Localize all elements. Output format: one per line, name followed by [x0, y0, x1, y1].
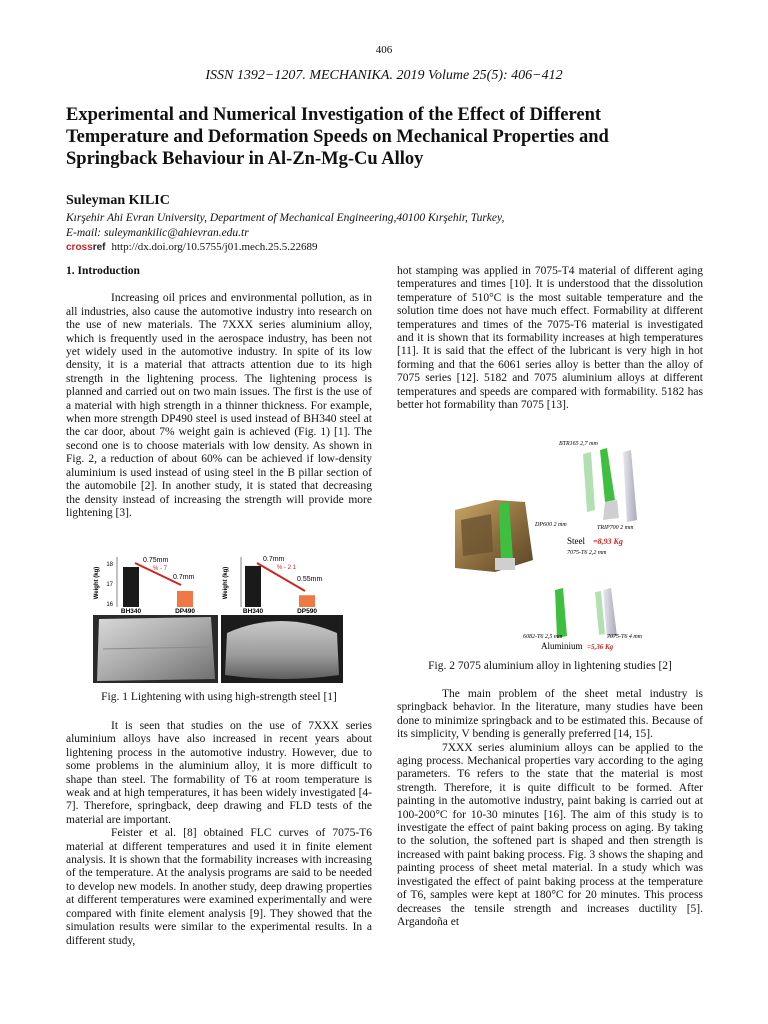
- crossref-logo: [66, 242, 105, 253]
- fig1-left-ytick-2: 16: [106, 602, 113, 608]
- fig2-label-btr: BTR165 2,7 mm: [559, 441, 598, 447]
- fig1-left-label-top: 0.75mm: [143, 557, 169, 564]
- journal-citation: ISSN 1392−1207. MECHANIKA. 2019 Volume 25(5): 406−412: [205, 68, 563, 83]
- author-name: Suleyman KILIC: [66, 193, 170, 208]
- aluminium-part-silver: [603, 588, 617, 638]
- fig1-right-change: % - 2 1: [277, 565, 297, 571]
- fig1-left-ytick-0: 18: [106, 562, 113, 568]
- fig2-label-steel: Steel: [567, 536, 585, 546]
- crossref-logo-ref: ref: [92, 241, 106, 253]
- fig1-right-cat-1: DP590: [297, 608, 317, 615]
- paper-title: [66, 104, 706, 170]
- fig1-left-label-bottom: 0.7mm: [173, 574, 195, 581]
- fig1-left-change: % - 7: [153, 566, 168, 572]
- fig2-label-t6-top: 7075-T6 2,2 mm: [567, 550, 607, 556]
- fig2-label-steel-weight: =8,93 Kg: [593, 537, 623, 546]
- intro-paragraph-3: Feister et al. [8] obtained FLC curves of 7075-T6 material at different temperatures and used it in finite element analysis. It is shown that the formability increases with increasing of the temperature. At the analysis programs are said to be needed to develop new models. In another study, deep drawing properties at different temperatures were examined experimentally and were compared with finite element analysis [9]. They showed that the simulation results were similar to the experimental results. In a different study,: [66, 827, 372, 947]
- doi-link[interactable]: http://dx.doi.org/10.5755/j01.mech.25.5.22689: [111, 241, 318, 253]
- fig1-left-cat-1: DP490: [175, 608, 195, 615]
- figure-1-caption: Fig. 1 Lightening with using high-strength steel [1]: [101, 691, 337, 703]
- figure-2-graphic: [455, 440, 655, 655]
- right-paragraph-2: The main problem of the sheet metal industry is springback behavior. In the literature, many studies have been done to minimize springback and to be estimated this. Because of its simplicity, V bending is generally preferred [14, 15].: [397, 688, 703, 741]
- figure-1-graphic: [93, 553, 343, 683]
- right-paragraph-3: 7XXX series aluminium alloys can be applied to the aging process. Mechanical properties vary according to the aging parameters. T6 refers to the state that the material is most strength. Therefore, it is quite difficult to be formed. After painting in the automotive industry, paint baking is carried out at 100-200°C for 10-30 minutes [16]. The aim of this study is to investigate the effect of paint baking process on aging. By taking to the solution, the softened part is shaped and then strength is increased with paint baking process. Fig. 3 shows the shaping and painting process of sheet metal material. In a study which was investigated the effect of paint baking process at the temperature of T6, samples were kept at 180°C for 20 minutes. This process decreases the tensile strength and increases ductility [5]. Argandoña et: [397, 741, 703, 928]
- fig1-left-cat-0: BH340: [120, 608, 142, 615]
- fig1-right-bar-dp590: [299, 595, 315, 607]
- title-line-1: Experimental and Numerical Investigation of the Effect of Different: [66, 105, 602, 125]
- intro-paragraph-1: Increasing oil prices and environmental pollution, as in all industries, also cause the automotive industry into research on the use of new materials. The 7XXX series aluminium alloy, which is frequently used in the aerospace industry, has been not yet widely used in the automotive industry. In spite of its low density, it is a material that attracts attention due to its high strength in the lightening process. The lightening process is planned and carried out on two main issues. The first is the use of a material with high strength in a thinner thickness. For example, when more strength DP490 steel is used instead of BH340 steel at the car door, about 7% weight gain is achieved (Fig. 1) [1]. The second one is to choose materials with low density. As shown in Fig. 2, a reduction of about 60% can be achieved if low-density aluminium is used instead of using steel in the B pillar section of the automobile [2]. In another study, it is stated that decreasing the density instead of increasing the strength will provide more lightening [3].: [66, 292, 372, 519]
- section-heading: 1. Introduction: [66, 265, 140, 277]
- fig2-label-trip: TRIP700 2 mm: [597, 525, 634, 531]
- author-affiliation: [66, 211, 666, 241]
- fig1-right-label-bottom: 0.55mm: [297, 576, 323, 583]
- title-line-3: Springback Behaviour in Al-Zn-Mg-Cu Alloy: [66, 149, 424, 169]
- car-hood-panel: [225, 621, 339, 679]
- figure-2-caption: Fig. 2 7075 aluminium alloy in lightening studies [2]: [428, 660, 672, 672]
- fig2-label-dp: DP600 2 mm: [535, 522, 567, 528]
- doi-line: [66, 241, 318, 253]
- fig1-right-ylabel: Weight (kg): [223, 566, 229, 600]
- fig1-left-ytick-1: 17: [106, 582, 113, 588]
- right-paragraph-1: hot stamping was applied in 7075-T4 material of different aging temperatures and times [10]. It is understood that the dissolution temperature of 510°C is the most suitable temperature and the solution time does not have much effect. Formability at different temperatures and times of the 7075-T6 material is investigated and it is shown that its formability increases at high temperatures [11]. It is said that the effect of the lubricant is very high in hot forming and that the 6061 series alloy is better than the alloy of 7075 series [12]. 5182 and 7075 aluminium alloys at different temperatures and speeds are compared with formability. 5182 has better hot formability than 7075 [13].: [397, 265, 703, 412]
- figure-1: [93, 553, 343, 683]
- left-column-top: [66, 265, 372, 520]
- fig1-right-label-top: 0.7mm: [263, 556, 285, 563]
- fig2-label-al-weight: =5,36 Kg: [587, 643, 614, 651]
- fig2-label-6082: 6082-T6 2,5 mm: [523, 634, 563, 640]
- right-column-top: [397, 265, 703, 412]
- fig2-label-t6-bottom: 7075-T6 4 mm: [607, 634, 643, 640]
- steel-part-green: [600, 448, 615, 502]
- fig1-right-cat-0: BH340: [242, 608, 264, 615]
- page-number: 406: [375, 44, 393, 56]
- affiliation-text: Kırşehir Ahi Evran University, Department of Mechanical Engineering,40100 Kırşehir, Turkey,: [66, 212, 505, 224]
- fig1-right-bar-bh340: [245, 566, 261, 607]
- intro-paragraph-2: It is seen that studies on the use of 7XXX series aluminium alloys have also increased in recent years about lightening process in the automotive industry. However, due to some problems in the aluminium alloy, it is more difficult to shape than steel. The formability of T6 at room temperature is weak and at high temperatures, it has been widely investigated [4-7]. Therefore, springback, deep drawing and FLD tests of the material are important.: [66, 720, 372, 826]
- fig2-label-aluminium: Aluminium: [541, 641, 583, 651]
- figure-2: [455, 440, 655, 655]
- fig1-left-bar-bh340: [123, 567, 139, 607]
- fig1-left-ylabel: Weight (kg): [94, 566, 100, 600]
- crossref-logo-cross: cross: [66, 241, 93, 253]
- title-line-2: Temperature and Deformation Speeds on Mechanical Properties and: [66, 127, 609, 147]
- aluminium-part-green: [555, 588, 567, 638]
- steel-part-silver: [623, 450, 637, 522]
- left-column-bottom: [66, 720, 372, 948]
- right-column-bottom: [397, 688, 703, 929]
- email-text: E-mail: suleymankilic@ahievran.edu.tr: [66, 227, 249, 239]
- fig1-left-bar-dp490: [177, 591, 193, 607]
